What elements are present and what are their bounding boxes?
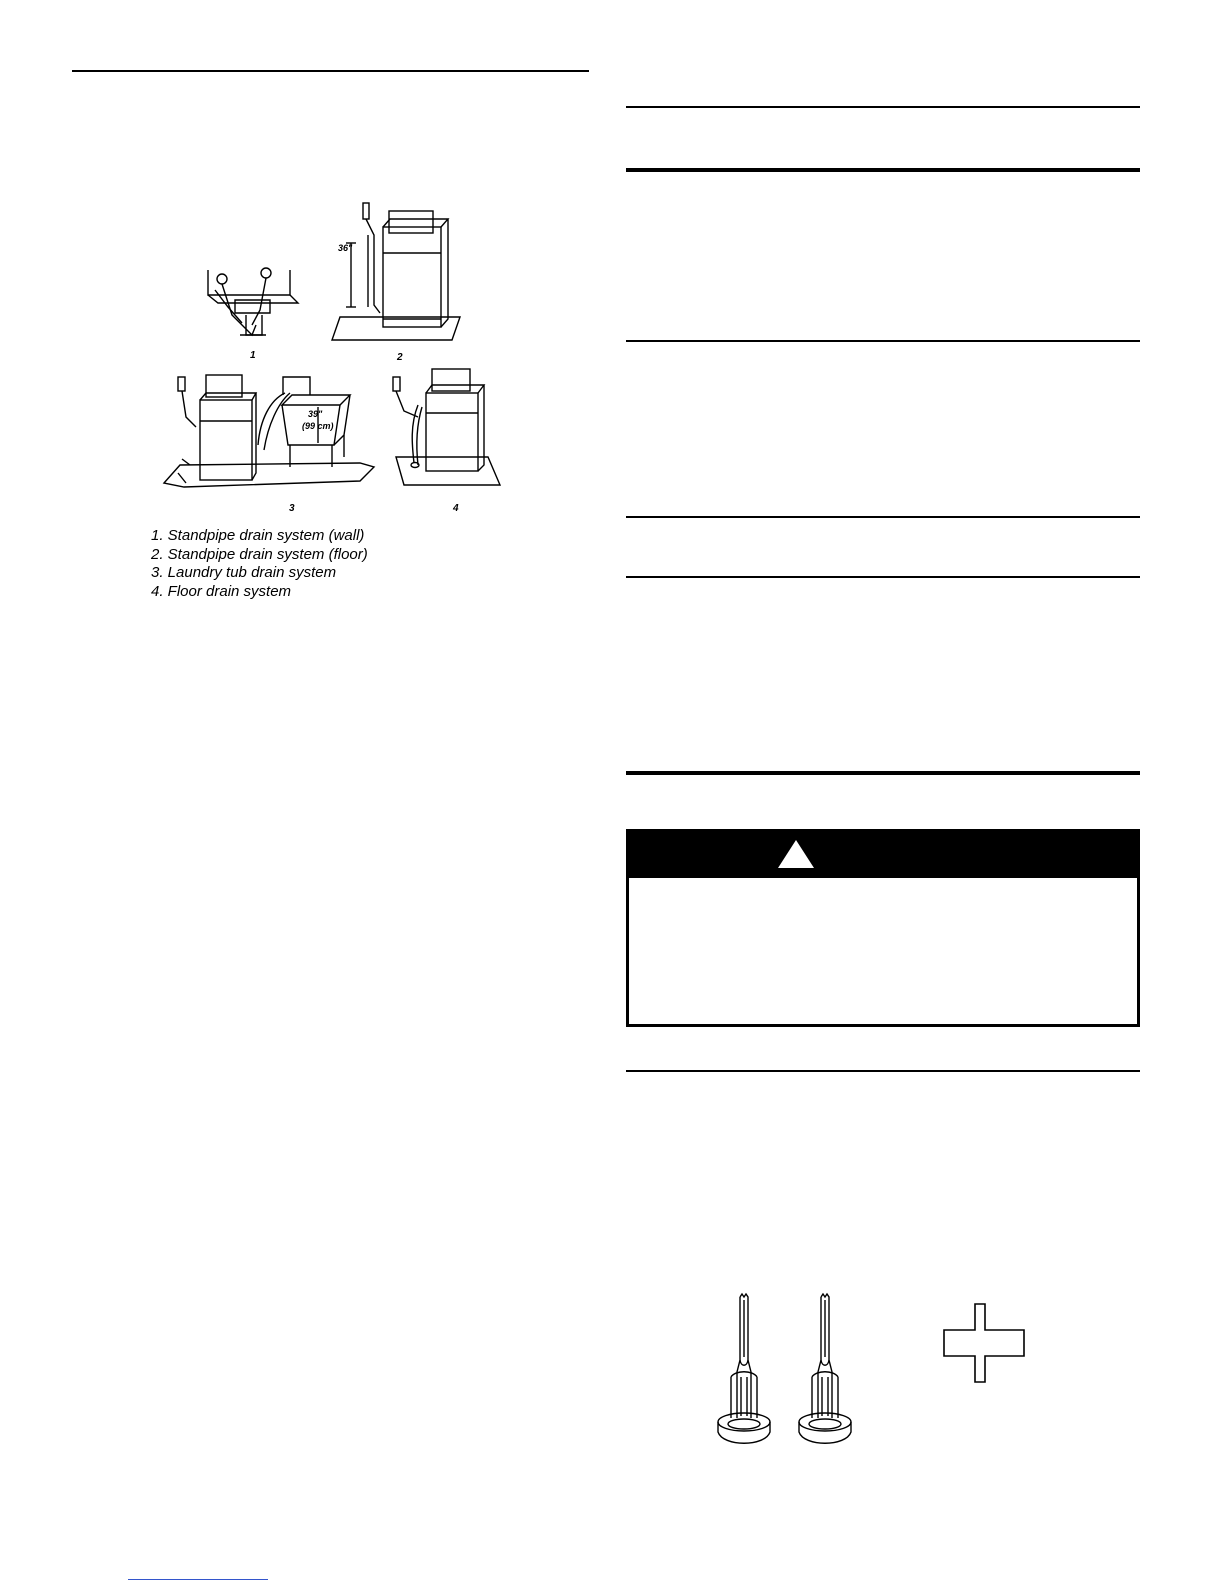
drain-systems-illustration bbox=[160, 195, 540, 520]
figure-number-4: 4 bbox=[453, 503, 459, 514]
caption-item: 1. Standpipe drain system (wall) bbox=[151, 527, 365, 544]
leveling-foot-icon bbox=[718, 1294, 851, 1443]
laundry-tub-figure bbox=[164, 375, 374, 487]
footer-link-underline[interactable] bbox=[128, 1579, 268, 1580]
right-rule-3 bbox=[626, 340, 1140, 342]
right-rule-6-thick bbox=[626, 771, 1140, 775]
height-36-label: 36" bbox=[338, 243, 353, 253]
warning-header-bar bbox=[629, 832, 1137, 878]
caption-item: 3. Laundry tub drain system bbox=[151, 564, 337, 581]
height-39-label: 39" bbox=[308, 409, 323, 419]
left-top-rule bbox=[72, 70, 589, 72]
cross-wrench-icon bbox=[940, 1300, 1030, 1386]
right-rule-5 bbox=[626, 576, 1140, 578]
right-rule-2-thick bbox=[626, 168, 1140, 172]
figure-number-3: 3 bbox=[289, 503, 295, 514]
caption-item: 2. Standpipe drain system (floor) bbox=[151, 545, 368, 563]
leveling-feet-illustration bbox=[715, 1292, 885, 1457]
height-99cm-label: (99 cm) bbox=[302, 421, 334, 431]
figure-number-2: 2 bbox=[397, 352, 403, 363]
figure-number-1: 1 bbox=[250, 350, 256, 361]
floor-drain-figure bbox=[393, 369, 500, 485]
right-rule-1 bbox=[626, 106, 1140, 108]
right-rule-7 bbox=[626, 1070, 1140, 1072]
floor-standpipe-figure bbox=[332, 203, 460, 340]
warning-box bbox=[626, 829, 1140, 1027]
right-rule-4 bbox=[626, 516, 1140, 518]
drain-system-captions bbox=[151, 527, 368, 601]
warning-triangle-icon bbox=[776, 838, 816, 870]
wall-standpipe-figure bbox=[208, 268, 298, 335]
caption-item: 4. Floor drain system bbox=[151, 582, 292, 600]
